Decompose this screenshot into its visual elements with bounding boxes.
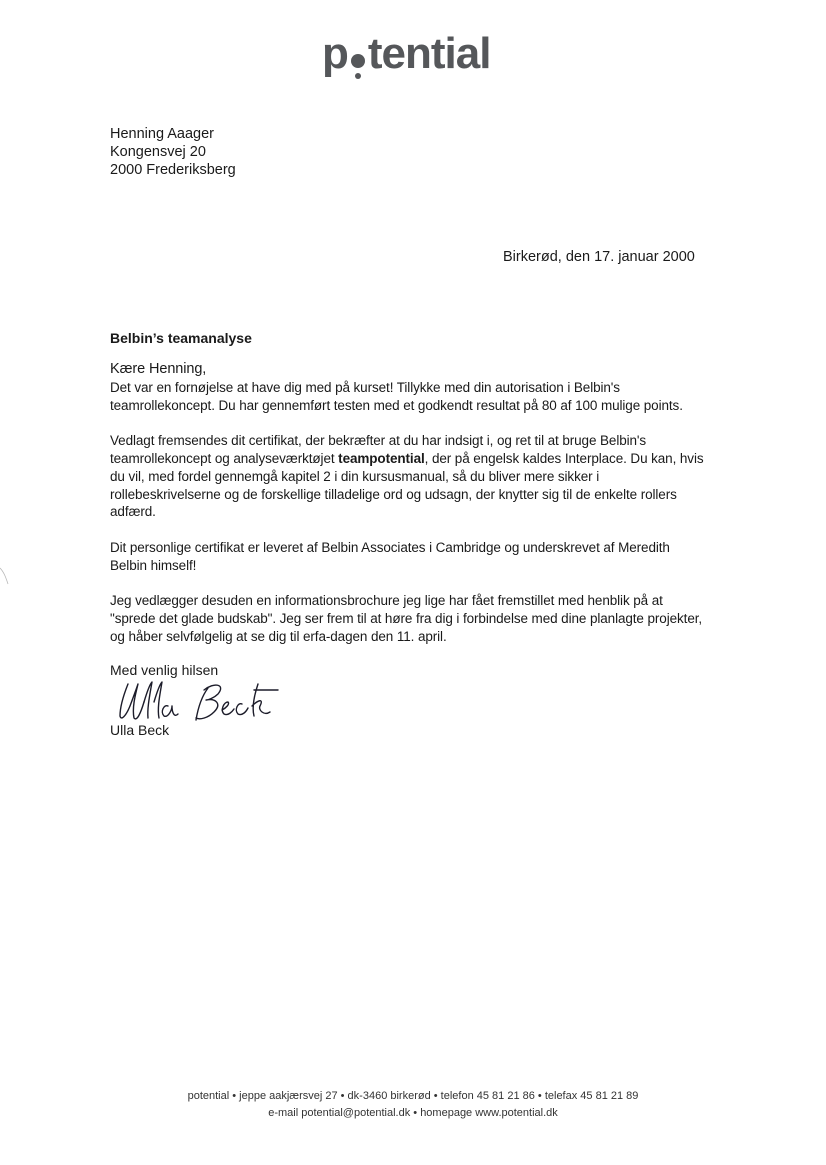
paragraph-4: Jeg vedlægger desuden en informationsbrochure jeg lige har fået fremstillet med henblik på at "sprede det glade budskab". Jeg ser frem til at høre fra dig i forbindelse med dine planlagte projekter, og håber selvfølgelig at se dig til erfa-dagen den 11. april. [110,593,703,644]
letter-date: Birkerød, den 17. januar 2000 [503,249,695,265]
paragraph-3: Dit personlige certifikat er leveret af Belbin Associates i Cambridge og underskrevet af Meredith Belbin himself! [110,539,670,573]
company-logo [322,26,502,82]
salutation: Kære Henning, [110,361,207,377]
page-edge-mark [0,566,10,586]
handwritten-signature [114,676,280,726]
product-name: teampotential [338,450,425,466]
paragraph-2-end: , der på engelsk kaldes Interplace. Du kan, hvis du vil, med fordel gennemgå kapitel 2 i din kursusmanual, så du bliver mere sikker i rollebeskrivelserne og de forskellige tilladelige ord og udsagn, der knytter sig til de enkelte rollers adfærd. [110,450,704,520]
paragraph-2-start: Vedlagt fremsendes dit certifikat, der bekræfter at du har indsigt i, og ret til at bruge Belbin's teamrollekoncept og analyseværktøjet [110,433,647,466]
closing: Med venlig hilsen [110,662,219,678]
letter-subject: Belbin’s teamanalyse [110,330,252,346]
recipient-street: Kongensvej 20 [110,144,206,160]
letterhead-footer [0,1088,826,1122]
logo-prefix: p [322,29,348,78]
logo-dot-mark [349,44,367,82]
recipient-address [110,125,236,179]
footer-web-line: e-mail potential@potential.dk • homepage www.potential.dk [268,1107,558,1119]
logo-suffix: tential [367,29,491,78]
footer-contact-line: potential • jeppe aakjærsvej 27 • dk-3460 birkerød • telefon 45 81 21 86 • telefax 45 81 21 89 [187,1090,639,1102]
paragraph-2 [110,432,710,521]
signer-name: Ulla Beck [110,722,170,738]
recipient-city: 2000 Frederiksberg [110,162,236,178]
recipient-name: Henning Aaager [110,126,214,142]
paragraph-1: Det var en fornøjelse at have dig med på kurset! Tillykke med din autorisation i Belbin's teamrollekoncept. Du har gennemført testen med et godkendt resultat på 80 af 100 mulige points. [110,379,683,413]
letter-body [110,361,710,664]
